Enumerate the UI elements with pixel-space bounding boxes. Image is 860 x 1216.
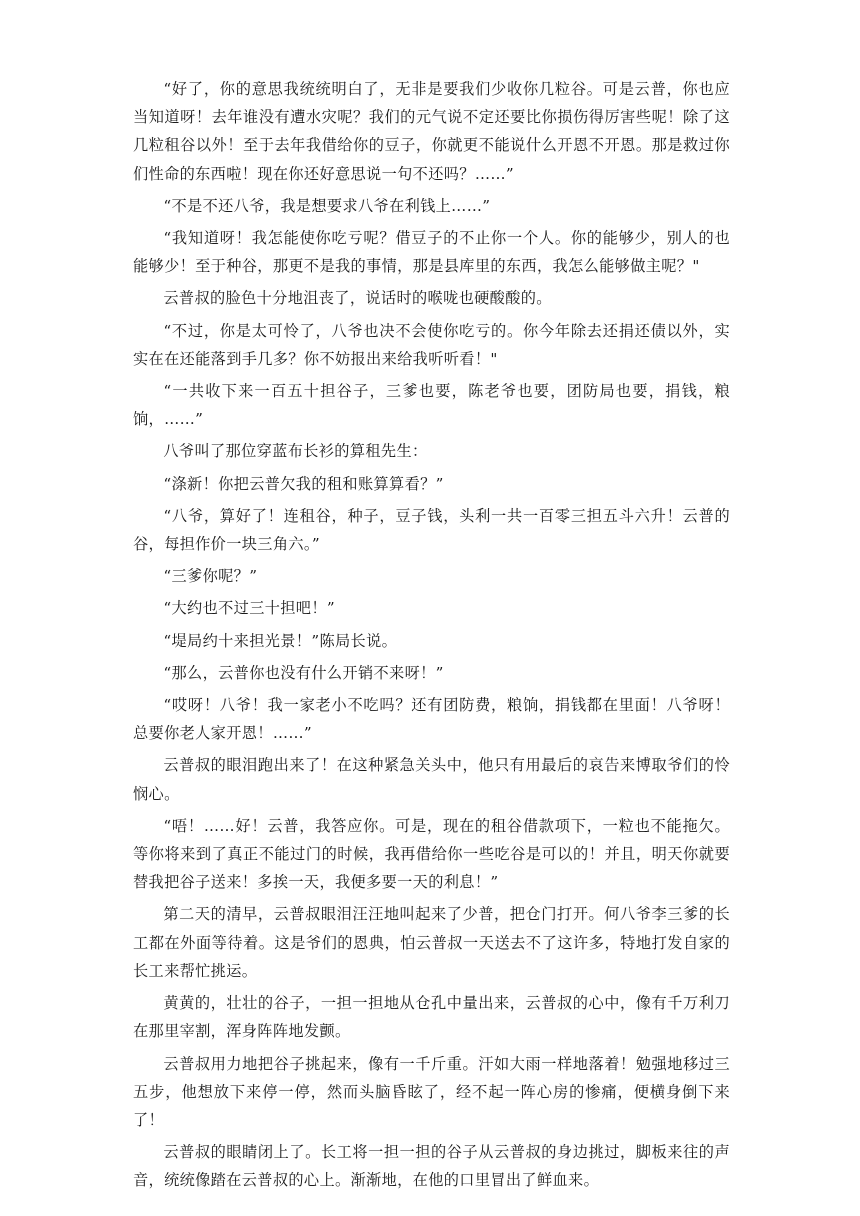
paragraph: 八爷叫了那位穿蓝布长衫的算租先生： (163, 442, 428, 461)
document-body (133, 75, 730, 1199)
paragraph: “好了，你的意思我统统明白了，无非是要我们少收你几粒谷。可是云普，你也应当知道呀！去年谁没有遭水灾呢？我们的元气说不定还要比你损伤得厉害些呢！除了这几粒租谷以外！至于去年我借给你的豆子，你就更不能说什么开恩不开恩。那是救过你们性命的东西啦！现在你还好意思说一句不还吗？……” (133, 80, 730, 183)
paragraph: “涤新！你把云普欠我的租和账算算看？” (163, 474, 444, 493)
paragraph: “唔！……好！云普，我答应你。可是，现在的租谷借款项下，一粒也不能拖欠。等你将来到了真正不能过门的时候，我再借给你一些吃谷是可以的！并且，明天你就要替我把谷子送来！多挨一天，我便多要一天的利息！” (133, 816, 730, 892)
paragraph: 云普叔用力地把谷子挑起来，像有一千斤重。汗如大雨一样地落着！勉强地移过三五步，他想放下来停一停，然而头脑昏眩了，经不起一阵心房的惨痛，便横身倒下来了！ (133, 1054, 730, 1129)
paragraph: “大约也不过三十担吧！” (163, 599, 335, 618)
paragraph: “八爷，算好了！连租谷，种子，豆子钱，头利一共一百零三担五斗六升！云普的谷，每担作价一块三角六。” (133, 506, 730, 554)
paragraph: “不是不还八爷，我是想要求八爷在利钱上……” (163, 196, 491, 215)
paragraph: 黄黄的，壮壮的谷子，一担一担地从仓孔中量出来，云普叔的心中，像有千万利刀在那里宰割，浑身阵阵地发颤。 (133, 994, 730, 1041)
paragraph: “哎呀！八爷！我一家老小不吃吗？还有团防费，粮饷，捐钱都在里面！八爷呀！总要你老人家开恩！……” (133, 696, 730, 743)
paragraph: “我知道呀！我怎能使你吃亏呢？借豆子的不止你一个人。你的能够少，别人的也能够少！至于种谷，那更不是我的事情，那是县库里的东西，我怎么能够做主呢？" (133, 229, 730, 276)
paragraph: “不过，你是太可怜了，八爷也决不会使你吃亏的。你今年除去还捐还债以外，实实在在还能落到手几多？你不妨报出来给我听听看！" (133, 321, 730, 368)
paragraph: “一共收下来一百五十担谷子，三爹也要，陈老爷也要，团防局也要，捐钱，粮饷，……” (133, 382, 730, 429)
paragraph: “那么，云普你也没有什么开销不来呀！” (163, 663, 444, 682)
paragraph: 第二天的清早，云普叔眼泪汪汪地叫起来了少普，把仓门打开。何八爷李三爹的长工都在外面等待着。这是爷们的恩典，怕云普叔一天送去不了这许多，特地打发自家的长工来帮忙挑运。 (133, 905, 730, 980)
paragraph: 云普叔的眼泪跑出来了！在这种紧急关头中，他只有用最后的哀告来博取爷们的怜悯心。 (133, 756, 730, 803)
paragraph: “三爹你呢？” (163, 567, 258, 586)
paragraph: 云普叔的脸色十分地沮丧了，说话时的喉咙也硬酸酸的。 (163, 289, 552, 308)
paragraph: “堤局约十来担光景！”陈局长说。 (163, 631, 398, 650)
paragraph: 云普叔的眼睛闭上了。长工将一担一担的谷子从云普叔的身边挑过，脚板来往的声音，统统像踏在云普叔的心上。渐渐地，在他的口里冒出了鲜血来。 (133, 1143, 730, 1190)
